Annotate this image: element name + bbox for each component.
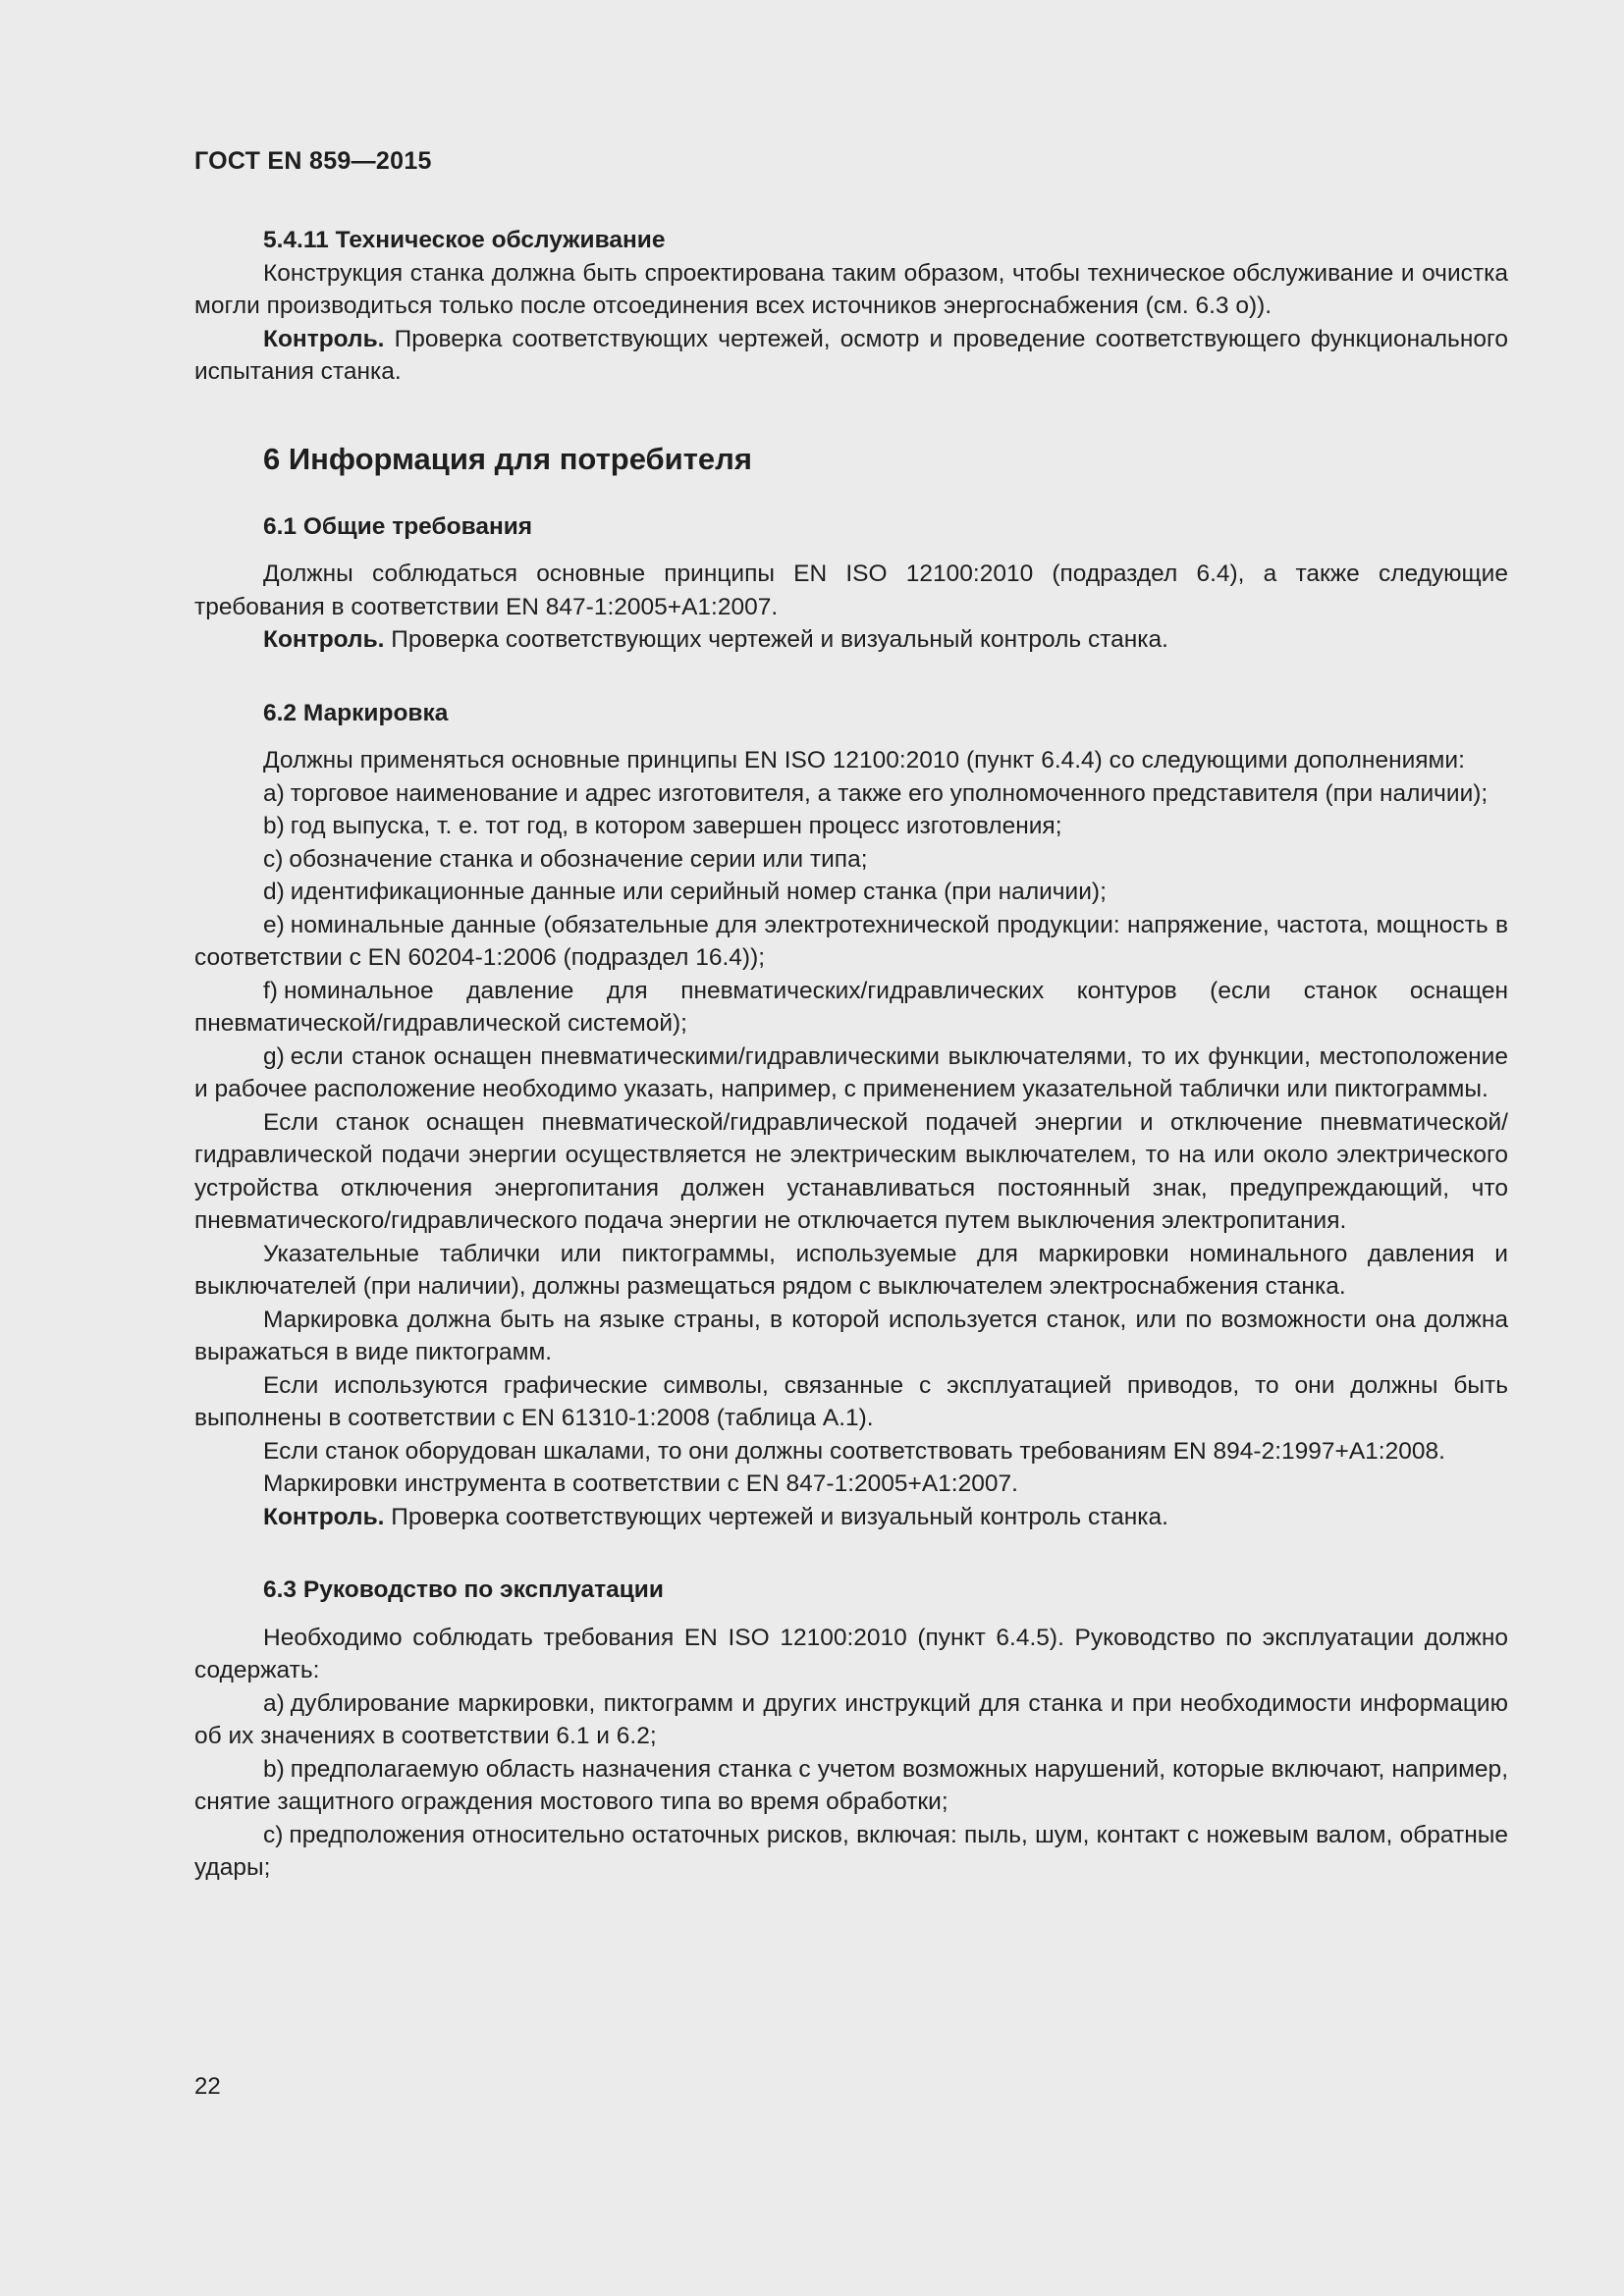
list-item [194, 843, 1508, 877]
list-item-text: обозначение станка и обозначение серии или типа; [289, 845, 868, 873]
page-number: 22 [194, 2073, 221, 2100]
list-item [194, 909, 1508, 975]
paragraph: Если станок оборудован шкалами, то они должны соответствовать требованиям EN 894-2:1997+A1:2008. [263, 1437, 1445, 1465]
control-paragraph [194, 1501, 1508, 1534]
section-heading-6: 6 Информация для потребителя [263, 441, 752, 476]
list-item [194, 975, 1508, 1041]
control-label: Контроль. [263, 1503, 385, 1530]
paragraph: Должны соблюдаться основные принципы EN ISO 12100:2010 (подраздел 6.4), а также следующие требования в соответствии EN 847-1:2005+A1:2007. [194, 561, 1508, 620]
control-text: Проверка соответствующих чертежей и визуальный контроль станка. [384, 1503, 1168, 1530]
list-item-label: g) [263, 1042, 285, 1070]
paragraph: Маркировки инструмента в соответствии с EN 847-1:2005+A1:2007. [263, 1470, 1018, 1497]
document-header: ГОСТ EN 859—2015 [194, 147, 432, 175]
list-item-label: a) [263, 779, 285, 807]
subsection-heading-6-3: 6.3 Руководство по эксплуатации [263, 1576, 664, 1603]
list-item-text: предположения относительно остаточных рисков, включая: пыль, шум, контакт с ножевым валом, обратные удары; [194, 1821, 1508, 1881]
list-item-text: дублирование маркировки, пиктограмм и других инструкций для станка и при необходимости информацию об их значениях в соответствии 6.1 и 6.2; [194, 1689, 1508, 1749]
list-item [194, 1819, 1508, 1885]
list-item-text: идентификационные данные или серийный номер станка (при наличии); [290, 879, 1107, 905]
paragraph: Маркировка должна быть на языке страны, в которой используется станок, или по возможности она должна выражаться в виде пиктограмм. [194, 1306, 1508, 1365]
paragraph: Должны применяться основные принципы EN ISO 12100:2010 (пункт 6.4.4) со следующими дополнениями: [263, 747, 1465, 774]
list-item-label: f) [263, 977, 278, 1004]
list-item-label: a) [263, 1689, 285, 1717]
list-item-label: b) [263, 1755, 285, 1783]
control-paragraph [194, 623, 1508, 657]
list-item-text: если станок оснащен пневматическими/гидравлическими выключателями, то их функции, местоположение и рабочее расположение необходимо указать, например, с применением указательной таблички или пиктограммы. [194, 1042, 1508, 1102]
list-item-text: предполагаемую область назначения станка с учетом возможных нарушений, которые включают, например, снятие защитного ограждения мостового типа во время обработки; [194, 1755, 1508, 1815]
list-item [194, 777, 1508, 811]
control-text: Проверка соответствующих чертежей, осмотр и проведение соответствующего функционального испытания станка. [194, 325, 1508, 385]
list-item-label: c) [263, 1821, 284, 1848]
list-item [194, 1041, 1508, 1106]
list-item-label: c) [263, 845, 284, 873]
subsection-heading-6-1: 6.1 Общие требования [263, 512, 533, 540]
control-label: Контроль. [263, 626, 385, 653]
control-label: Контроль. [263, 325, 385, 352]
list-item [194, 1753, 1508, 1819]
list-item-text: номинальное давление для пневматических/гидравлических контуров (если станок оснащен пневматической/гидравлической системой); [194, 977, 1508, 1037]
list-item-label: b) [263, 813, 285, 839]
paragraph: Необходимо соблюдать требования EN ISO 12100:2010 (пункт 6.4.5). Руководство по эксплуатации должно содержать: [194, 1624, 1508, 1683]
subsection-heading-5-4-11: 5.4.11 Техническое обслуживание [263, 227, 666, 253]
control-paragraph [194, 323, 1508, 389]
paragraph: Если используются графические символы, связанные с эксплуатацией приводов, то они должны быть выполнены в соответствии с EN 61310-1:2008 (таблица А.1). [194, 1371, 1508, 1431]
list-item [194, 810, 1508, 843]
paragraph: Если станок оснащен пневматической/гидравлической подачей энергии и отключение пневматической/гидравлической подачи энергии осуществляется не электрическим выключателем, то на или около электрического устройства отключения энергопитания должен устанавливаться постоянный знак, предупреждающий, что пневматического/гидравлического подача энергии не отключается путем выключения электропитания. [194, 1108, 1508, 1234]
list-item [194, 1687, 1508, 1753]
control-text: Проверка соответствующих чертежей и визуальный контроль станка. [384, 626, 1168, 653]
paragraph: Указательные таблички или пиктограммы, используемые для маркировки номинального давления и выключателей (при наличии), должны размещаться рядом с выключателем электроснабжения станка. [194, 1240, 1508, 1300]
list-item-text: номинальные данные (обязательные для электротехнической продукции: напряжение, частота, мощность в соответствии с EN 60204-1:2006 (подраздел 16.4)); [194, 911, 1508, 971]
document-body [194, 224, 1508, 1885]
paragraph: Конструкция станка должна быть спроектирована таким образом, чтобы техническое обслуживание и очистка могли производиться только после отсоединения всех источников энергоснабжения (см. 6.3 о)). [194, 259, 1508, 319]
list-item [194, 876, 1508, 909]
list-item-label: e) [263, 911, 285, 938]
subsection-heading-6-2: 6.2 Маркировка [263, 699, 449, 726]
list-item-text: торговое наименование и адрес изготовителя, а также его уполномоченного представителя (при наличии); [290, 779, 1489, 807]
list-item-label: d) [263, 879, 285, 905]
list-item-text: год выпуска, т. е. тот год, в котором завершен процесс изготовления; [290, 813, 1062, 839]
